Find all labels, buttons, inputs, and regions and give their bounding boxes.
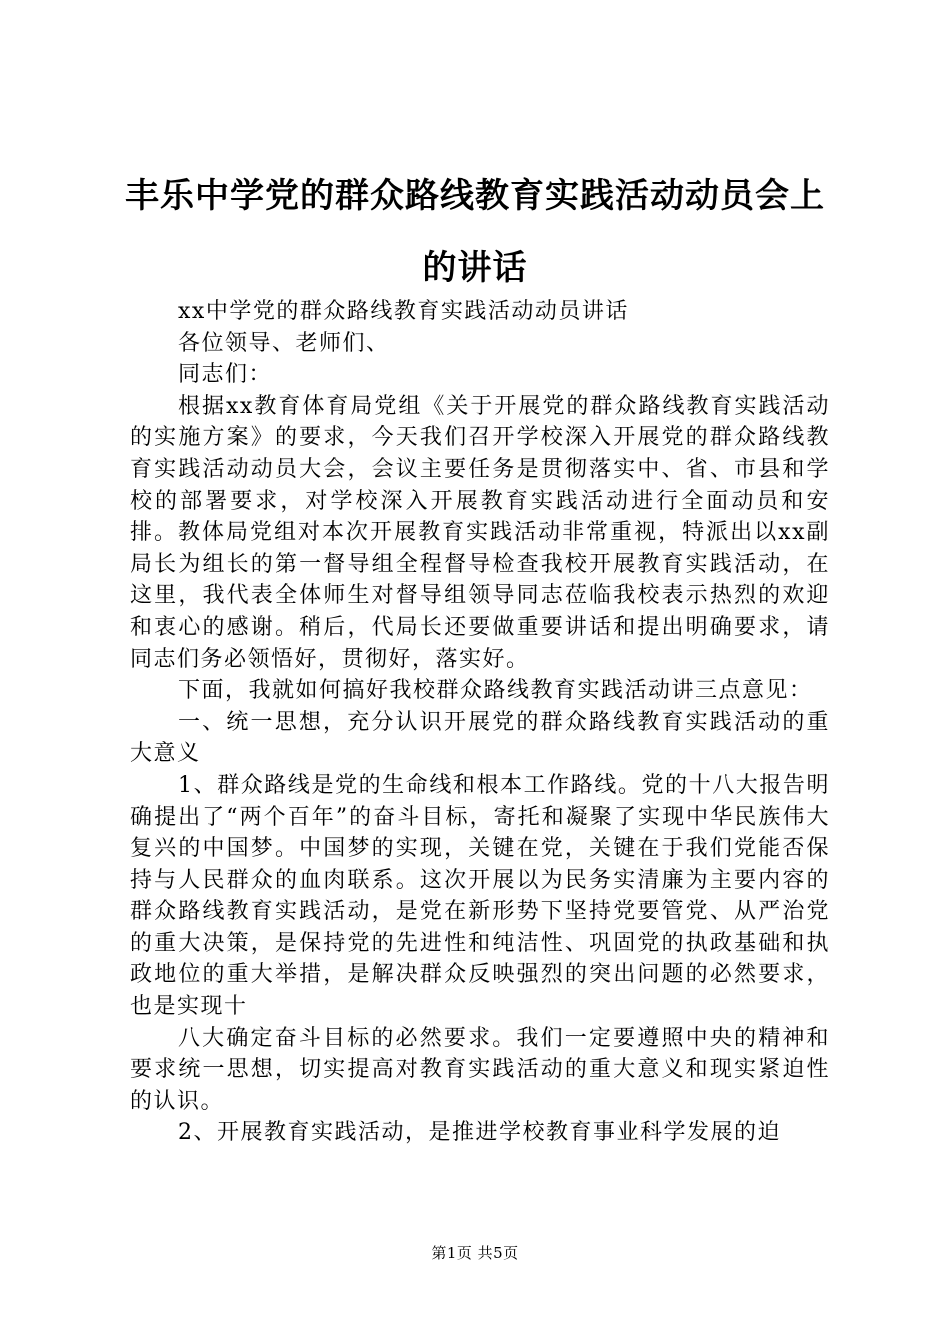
document-title	[110, 160, 840, 304]
body-paragraph: 根据xx教育体育局党组《关于开展党的群众路线教育实践活动的实施方案》的要求，今天我们召开学校深入开展党的群众路线教育实践活动动员大会，会议主要任务是贯彻落实中、省、市县和学校的部署要求，对学校深入开展教育实践活动进行全面动员和安排。教体局党组对本次开展教育实践活动非常重视，特派出以xx副局长为组长的第一督导组全程督导检查我校开展教育实践活动，在这里，我代表全体师生对督导组领导同志莅临我校表示热烈的欢迎和衷心的感谢。稍后，代局长还要做重要讲话和提出明确要求，请同志们务必领悟好，贯彻好，落实好。	[130, 393, 830, 672]
body-paragraph: 1、群众路线是党的生命线和根本工作路线。党的十八大报告明确提出了“两个百年”的奋斗目标，寄托和凝聚了实现中华民族伟大复兴的中国梦。中国梦的实现，关键在党，关键在于我们党能否保持与人民群众的血肉联系。这次开展以为民务实清廉为主要内容的群众路线教育实践活动，是党在新形势下坚持党要管党、从严治党的重大决策，是保持党的先进性和纯洁性、巩固党的执政基础和执政地位的重大举措，是解决群众反映强烈的突出问题的必然要求，也是实现十	[130, 772, 830, 1020]
salutation-line-2: 同志们：	[178, 362, 273, 388]
page-footer: 第1页 共5页	[431, 1244, 519, 1262]
speech-subtitle: xx中学党的群众路线教育实践活动动员讲话	[178, 299, 629, 324]
title-line-2: 的讲话	[422, 248, 528, 288]
body-paragraph: 下面，我就如何搞好我校群众路线教育实践活动讲三点意见：	[178, 678, 813, 704]
section-heading: 一、统一思想，充分认识开展党的群众路线教育实践活动的重大意义	[130, 709, 830, 767]
body-paragraph: 八大确定奋斗目标的必然要求。我们一定要遵照中央的精神和要求统一思想，切实提高对教育实践活动的重大意义和现实紧迫性的认识。	[130, 1025, 830, 1114]
body-paragraph: 2、开展教育实践活动，是推进学校教育事业科学发展的迫	[178, 1120, 781, 1146]
salutation-line-1: 各位领导、老师们、	[178, 330, 390, 356]
document-body	[130, 296, 830, 1149]
title-line-1: 丰乐中学党的群众路线教育实践活动动员会上	[125, 176, 825, 216]
